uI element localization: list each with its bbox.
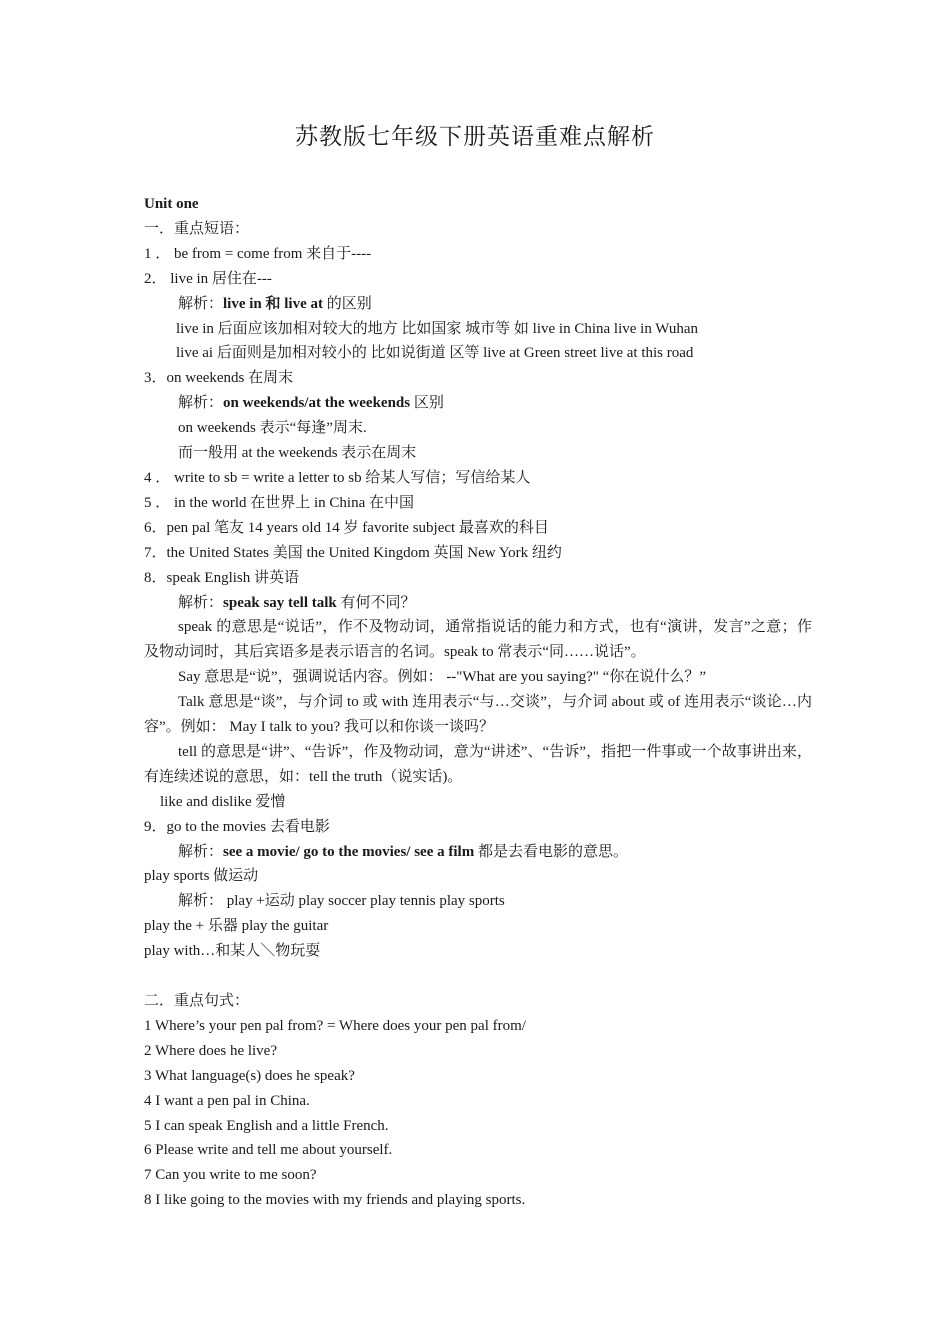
spacer (144, 964, 812, 989)
phrase-3: 3．on weekends 在周末 (144, 370, 294, 387)
phrase-8-tell: tell 的意思是“讲”、“告诉”，作及物动词，意为“讲述”、“告诉”，指把一件事或一个故事讲出来，有连续述说的意思，如：tell the truth（说实话)。 (144, 743, 812, 785)
phrase-5: 5 ． in the world 在世界上 in China 在中国 (144, 494, 414, 511)
sentence-item: 4 I want a pen pal in China. (144, 1092, 310, 1109)
phrase-2-explain-b: live ai 后面则是加相对较小的 比如说街道 区等 live at Green street live at this road (176, 345, 694, 362)
phrase-10-note: 解析： play +运动 play soccer play tennis play sports (178, 893, 505, 910)
section-heading-phrases: 一．重点短语： (144, 220, 250, 237)
phrase-4: 4 ． write to sb = write a letter to sb 给某人写信；写信给某人 (144, 469, 531, 486)
phrase-2-explain-a: live in 后面应该加相对较大的地方 比如国家 城市等 如 live in China live in Wuhan (176, 320, 699, 337)
phrase-8-say: Say 意思是“说”，强调说话内容。例如： --"What are you saying?" “你在说什么？” (178, 669, 706, 686)
phrase-12: play with…和某人＼物玩耍 (144, 943, 321, 960)
phrase-9: 9．go to the movies 去看电影 (144, 818, 330, 835)
phrase-8-like: like and dislike 爱憎 (160, 793, 286, 810)
unit-heading: Unit one (144, 196, 199, 212)
phrase-7: 7．the United States 美国 the United Kingdom 英国 New York 纽约 (144, 544, 562, 561)
phrase-8-talk: Talk 意思是“谈”，与介词 to 或 with 连用表示“与…交谈”，与介词 about 或 of 连用表示“谈论…内容”。例如： May I talk to you? 我可以和你谈一谈吗？ (144, 694, 812, 736)
phrase-2-note: 解析：live in 和 live at 的区别 (178, 295, 372, 312)
phrase-8-note: 解析：speak say tell talk 有何不同？ (178, 594, 416, 611)
sentence-item: 7 Can you write to me soon? (144, 1167, 317, 1184)
phrase-1: 1 ． be from = come from 来自于---- (144, 245, 372, 262)
phrase-8: 8．speak English 讲英语 (144, 569, 299, 586)
sentence-item: 2 Where does he live? (144, 1042, 278, 1059)
document-body (144, 192, 812, 1213)
sentence-item: 5 I can speak English and a little French. (144, 1117, 389, 1134)
sentence-item: 3 What language(s) does he speak? (144, 1067, 355, 1084)
phrase-3-explain-b: 而一般用 at the weekends 表示在周末 (178, 445, 417, 462)
sentence-item: 8 I like going to the movies with my friends and playing sports. (144, 1192, 526, 1209)
phrase-6: 6．pen pal 笔友 14 years old 14 岁 favorite subject 最喜欢的科目 (144, 519, 549, 536)
phrase-3-explain-a: on weekends 表示“每逢”周末. (178, 420, 367, 437)
page-title: 苏教版七年级下册英语重难点解析 (295, 124, 655, 149)
sentence-item: 6 Please write and tell me about yourself. (144, 1142, 393, 1159)
phrase-8-speak: speak 的意思是“说话”，作不及物动词，通常指说话的能力和方式，也有“演讲，发言”之意；作及物动词时，其后宾语多是表示语言的名词。speak to 常表示“同……说话”。 (144, 619, 812, 661)
phrase-2: 2． live in 居住在--- (144, 270, 272, 287)
section-heading-sentences: 二．重点句式： (144, 992, 250, 1009)
phrase-11: play the + 乐器 play the guitar (144, 918, 329, 935)
phrase-9-note: 解析：see a movie/ go to the movies/ see a film 都是去看电影的意思。 (178, 843, 628, 860)
phrase-10: play sports 做运动 (144, 868, 259, 885)
phrase-3-note: 解析：on weekends/at the weekends 区别 (178, 395, 444, 412)
sentence-item: 1 Where’s your pen pal from? = Where does your pen pal from/ (144, 1017, 526, 1034)
